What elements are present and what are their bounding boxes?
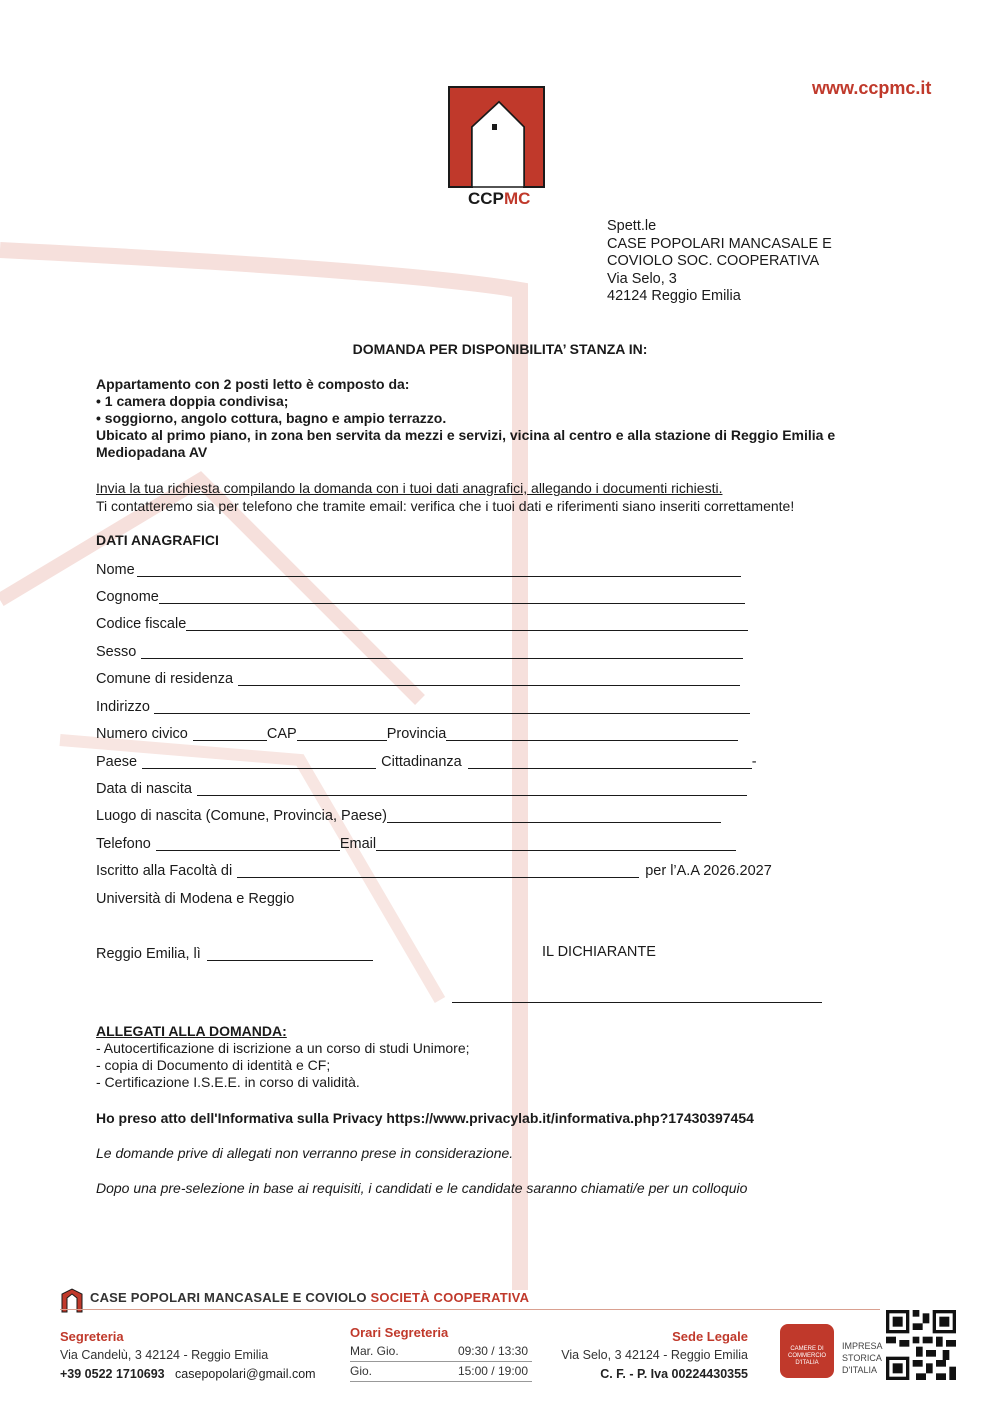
recipient-address <box>607 218 832 306</box>
footer-org-name-red: SOCIETÀ COOPERATIVA <box>370 1290 530 1305</box>
row-paese-cittadinanza <box>96 750 757 770</box>
footer-orari <box>350 1323 532 1382</box>
footer-house-icon <box>60 1288 84 1319</box>
label-cittadinanza: Cittadinanza <box>381 754 462 770</box>
field-codice-fiscale[interactable] <box>186 615 748 631</box>
label-email: Email <box>339 836 377 852</box>
recipient-line-4: Via Selo, 3 <box>607 270 677 287</box>
label-numero-civico: Numero civico <box>96 726 188 742</box>
label-telefono: Telefono <box>96 836 151 852</box>
desc-line-3: • soggiorno, angolo cottura, bagno e ampio terrazzo. <box>96 410 447 426</box>
signature-line[interactable] <box>452 1002 822 1003</box>
ccpmc-logo <box>444 82 554 212</box>
camere-text: CAMERE DI COMMERCIO D'ITALIA <box>788 1346 826 1366</box>
note-attachments: Le domande prive di allegati non verranno prese in considerazione. <box>96 1145 514 1161</box>
attachment-item-2: - copia di Documento di identità e CF; <box>96 1057 331 1073</box>
impresa-line-2: STORICA <box>842 1353 882 1363</box>
footer-divider <box>60 1309 880 1310</box>
logo-text-mc: MC <box>504 189 531 207</box>
label-cap: CAP <box>266 726 297 742</box>
footer-segreteria <box>60 1327 316 1384</box>
field-provincia[interactable] <box>446 725 738 741</box>
row-sesso <box>96 640 745 660</box>
orari-table <box>350 1342 532 1382</box>
row-cognome <box>96 585 747 605</box>
label-paese: Paese <box>96 754 138 770</box>
orari-title: Orari Segreteria <box>350 1325 449 1340</box>
section-title-dati: DATI ANAGRAFICI <box>96 532 219 548</box>
field-numero-civico[interactable] <box>193 725 267 741</box>
field-facolta[interactable] <box>237 862 639 878</box>
recipient-line-3: COVIOLO SOC. COOPERATIVA <box>607 253 820 269</box>
segreteria-email[interactable]: casepopolari@gmail.com <box>175 1367 316 1381</box>
cittadinanza-suffix: - <box>751 754 757 770</box>
field-data-nascita[interactable] <box>197 780 747 796</box>
attachments-title: ALLEGATI ALLA DOMANDA: <box>96 1023 287 1039</box>
field-cognome[interactable] <box>159 588 745 604</box>
label-comune: Comune di residenza <box>96 671 234 687</box>
desc-line-1: Appartamento con 2 posti letto è composto da: <box>96 376 410 392</box>
recipient-line-1: Spett.le <box>607 218 657 234</box>
field-cap[interactable] <box>297 725 387 741</box>
field-indirizzo[interactable] <box>154 698 750 714</box>
house-logo-icon <box>444 82 554 207</box>
row-indirizzo <box>96 695 752 715</box>
document-title: DOMANDA PER DISPONIBILITA’ STANZA IN: <box>352 341 648 357</box>
label-nome: Nome <box>96 562 135 578</box>
orari-time-2: 15:00 / 19:00 <box>426 1362 532 1382</box>
logo-text-ccp: CCP <box>468 189 504 207</box>
row-telefono-email <box>96 832 738 852</box>
field-paese[interactable] <box>142 753 376 769</box>
footer-org-name <box>90 1290 529 1305</box>
row-luogo-nascita <box>96 804 723 824</box>
instructions-line-2: Ti contatteremo sia per telefono che tramite email: verifica che i tuoi dati e riferimenti siano inseriti correttamente! <box>96 497 795 514</box>
footer-org-name-main: CASE POPOLARI MANCASALE E COVIOLO <box>90 1290 367 1305</box>
row-facolta <box>96 859 772 879</box>
desc-line-2: • 1 camera doppia condivisa; <box>96 393 289 409</box>
orari-row <box>350 1362 532 1382</box>
segreteria-address: Via Candelù, 3 42124 - Reggio Emilia <box>60 1348 269 1362</box>
label-codice-fiscale: Codice fiscale <box>96 616 187 632</box>
sede-piva: C. F. - P. Iva 00224430355 <box>600 1367 748 1381</box>
sede-title: Sede Legale <box>672 1329 748 1344</box>
field-luogo-nascita[interactable] <box>387 807 721 823</box>
label-indirizzo: Indirizzo <box>96 699 150 715</box>
impresa-storica <box>842 1340 883 1376</box>
orari-day-2: Gio. <box>350 1362 426 1382</box>
website-link[interactable]: www.ccpmc.it <box>812 78 932 98</box>
qr-code-icon[interactable] <box>886 1310 956 1385</box>
row-place-date <box>96 942 375 962</box>
orari-time-1: 09:30 / 13:30 <box>426 1342 532 1362</box>
segreteria-contacts <box>60 1365 316 1384</box>
field-nome[interactable] <box>137 561 741 577</box>
row-civico-cap-provincia <box>96 722 740 742</box>
apartment-description <box>96 376 916 461</box>
label-place-date: Reggio Emilia, lì <box>96 946 201 962</box>
label-universita: Università di Modena e Reggio <box>96 891 295 907</box>
label-luogo-nascita: Luogo di nascita (Comune, Provincia, Paese) <box>96 808 387 824</box>
field-comune[interactable] <box>238 670 740 686</box>
field-cittadinanza[interactable] <box>468 753 752 769</box>
recipient-line-2: CASE POPOLARI MANCASALE E <box>607 235 832 252</box>
segreteria-title: Segreteria <box>60 1329 124 1344</box>
instructions <box>96 480 916 515</box>
note-selection: Dopo una pre-selezione in base ai requisiti, i candidati e le candidate saranno chiamati/e per un colloquio <box>96 1180 748 1196</box>
field-sesso[interactable] <box>141 643 743 659</box>
attachments-section <box>96 1023 470 1091</box>
footer-sede-legale <box>560 1327 748 1384</box>
instructions-line-1: Invia la tua richiesta compilando la domanda con i tuoi dati anagrafici, allegando i documenti richiesti. <box>96 480 723 496</box>
desc-line-4: Ubicato al primo piano, in zona ben servita da mezzi e servizi, vicina al centro e alla stazione di Reggio Emilia e Mediopadana AV <box>96 427 836 460</box>
recipient-line-5: 42124 Reggio Emilia <box>607 288 741 304</box>
label-data-nascita: Data di nascita <box>96 781 192 797</box>
label-sesso: Sesso <box>96 644 137 660</box>
row-comune <box>96 667 742 687</box>
label-declarant: IL DICHIARANTE <box>542 944 656 960</box>
segreteria-phone[interactable]: +39 0522 1710693 <box>60 1367 165 1381</box>
privacy-statement: Ho preso atto dell'Informativa sulla Privacy https://www.privacylab.it/informativa.php?17430397454 <box>96 1110 754 1126</box>
label-cognome: Cognome <box>96 589 159 605</box>
attachment-item-1: - Autocertificazione di iscrizione a un corso di studi Unimore; <box>96 1040 470 1056</box>
label-anno-accademico: per l’A.A 2026.2027 <box>645 863 772 879</box>
impresa-line-1: IMPRESA <box>842 1341 883 1351</box>
impresa-line-3: D'ITALIA <box>842 1365 878 1375</box>
field-email[interactable] <box>376 835 736 851</box>
field-date[interactable] <box>207 945 373 961</box>
label-facolta: Iscritto alla Facoltà di <box>96 863 233 879</box>
row-codice-fiscale <box>96 612 750 632</box>
row-nome <box>96 558 743 578</box>
sede-address: Via Selo, 3 42124 - Reggio Emilia <box>561 1348 748 1362</box>
row-data-nascita <box>96 777 749 797</box>
camere-commercio-badge <box>780 1324 834 1378</box>
row-universita <box>96 887 294 907</box>
attachment-item-3: - Certificazione I.S.E.E. in corso di validità. <box>96 1074 360 1090</box>
label-provincia: Provincia <box>386 726 447 742</box>
orari-day-1: Mar. Gio. <box>350 1342 426 1362</box>
field-telefono[interactable] <box>156 835 340 851</box>
orari-row <box>350 1342 532 1362</box>
